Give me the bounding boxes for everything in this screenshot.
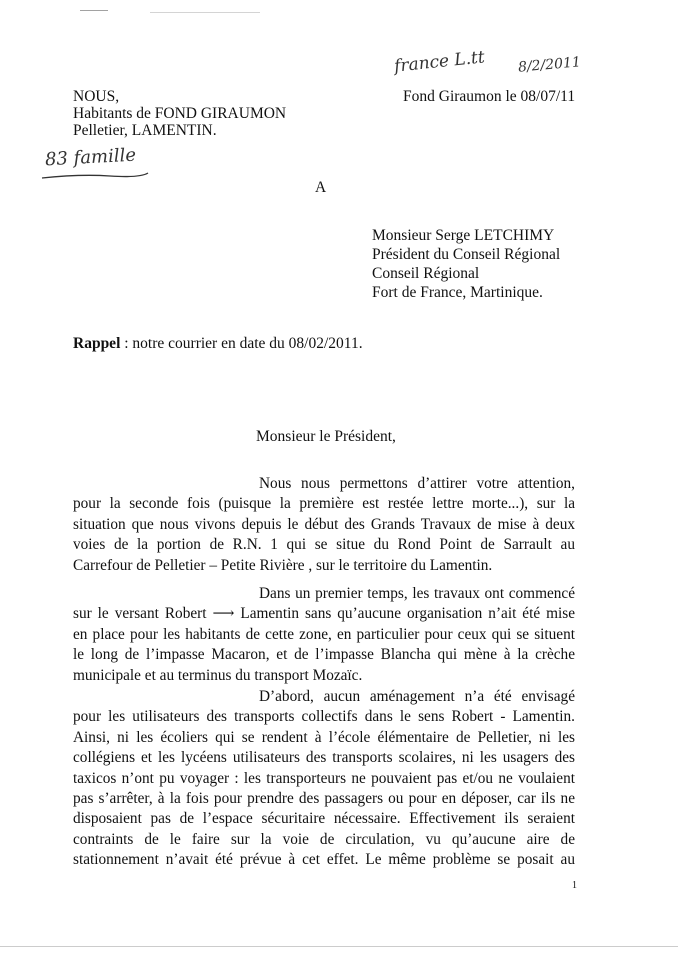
handwritten-underline	[40, 170, 150, 184]
paragraph-3	[73, 687, 575, 871]
scan-artifact-bottom	[0, 946, 678, 947]
reminder	[73, 334, 363, 354]
paragraph-line: Dans un premier temps, les travaux ont commencé	[259, 585, 575, 602]
sender-line-1: NOUS,	[73, 88, 120, 105]
salutation: Monsieur le Président,	[256, 428, 396, 445]
paragraph-line: sur le versant Robert ⟶ Lamentin sans qu’aucune organisation n’ait été mise	[73, 605, 575, 623]
paragraph-line: collégiens et les lycéens utilisateurs des transports scolaires, ni les usagers des	[73, 749, 575, 767]
recipient-name: Monsieur Serge LETCHIMY	[372, 227, 555, 244]
paragraph-line: pour la seconde fois (puisque la première est restée lettre morte...), sur la	[73, 495, 575, 513]
page-number: 1	[572, 880, 577, 891]
handwritten-initials: france L.tt	[393, 47, 486, 77]
paragraph-line: situation que nous vivons depuis le début des Grands Travaux de mise à deux	[73, 515, 575, 533]
paragraph-line: D’abord, aucun aménagement n’a été envisagé	[259, 688, 575, 705]
sender-line-3: Pelletier, LAMENTIN.	[73, 122, 217, 139]
paragraph-line: taxicos n’ont pu voyager : les transporteurs ne pouvaient pas et/ou ne voulaient	[73, 769, 575, 787]
sender-line-2: Habitants de FOND GIRAUMON	[73, 105, 287, 122]
paragraph-1	[73, 474, 575, 576]
paragraph-line: pour les utilisateurs des transports collectifs dans le sens Robert - Lamentin.	[73, 708, 575, 726]
paragraph-line: pas s’arrêter, à la fois pour prendre des passagers ou pour en déposer, car ils ne	[73, 790, 575, 808]
paragraph-line: Ainsi, ni les écoliers qui se rendent à l’école élémentaire de Pelletier, ni les	[73, 728, 575, 746]
paragraph-line: voies de la portion de R.N. 1 qui se situe du Rond Point de Sarrault au	[73, 536, 575, 554]
paragraph-2	[73, 584, 575, 686]
recipient-title: Président du Conseil Régional	[372, 246, 561, 263]
scan-artifact-top	[80, 10, 108, 11]
place-date: Fond Giraumon le 08/07/11	[403, 88, 576, 105]
scan-artifact-top-2	[150, 12, 260, 13]
paragraph-line: municipale et au terminus du transport Mozaïc.	[73, 666, 363, 684]
handwritten-date: 8/2/2011	[517, 54, 582, 76]
to-label: A	[315, 179, 327, 196]
paragraph-line: contraints de le faire sur la voie de circulation, vu qu’aucune aire de	[73, 830, 575, 848]
paragraph-line: le long de l’impasse Macaron, et de l’impasse Blancha qui mène à la crèche	[73, 646, 575, 664]
recipient-org: Conseil Régional	[372, 265, 480, 282]
paragraph-line: stationnement n’avait été prévue à cet effet. Le même problème se posait au	[73, 851, 575, 869]
reminder-label: Rappel	[73, 335, 121, 352]
handwritten-families: 83 famille	[44, 144, 137, 171]
paragraph-line: Nous nous permettons d’attirer votre attention,	[259, 475, 575, 492]
paragraph-line: disposaient pas de l’espace sécuritaire nécessaire. Effectivement ils seraient	[73, 810, 575, 828]
paragraph-line: en place pour les habitants de cette zone, en particulier pour ceux qui se situent	[73, 625, 575, 643]
recipient-city: Fort de France, Martinique.	[372, 284, 543, 301]
paragraph-line: Carrefour de Pelletier – Petite Rivière , sur le territoire du Lamentin.	[73, 556, 493, 574]
reminder-text: : notre courrier en date du 08/02/2011.	[120, 335, 363, 352]
